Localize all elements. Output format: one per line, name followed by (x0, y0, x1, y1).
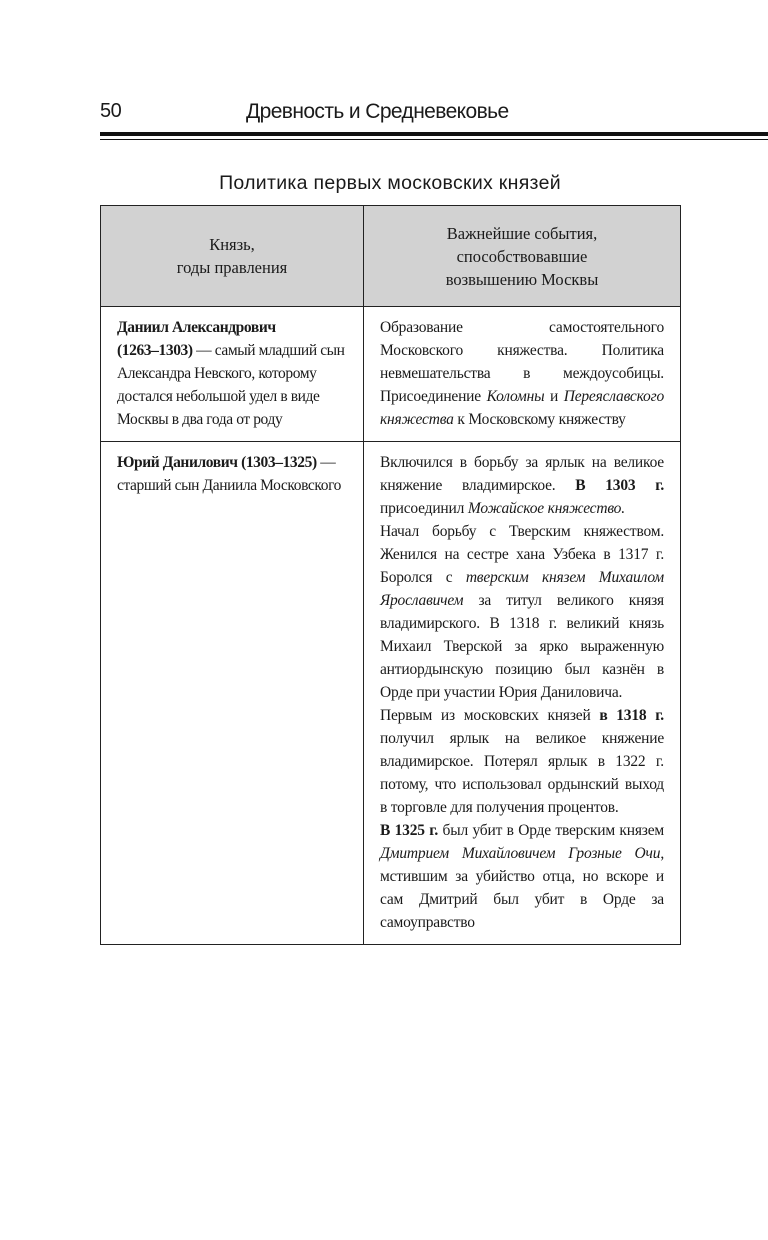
table-title: Политика первых московских князей (219, 172, 561, 194)
events-paragraph: Первым из московских князей в 1318 г. получил ярлык на великое княжение владимирское. Потерял ярлык в 1322 г. потому, что использовал ордынский выход в торговле для получения процентов. (380, 707, 664, 816)
table-row (101, 307, 681, 442)
events-paragraph: Начал борьбу с Тверским княжеством. Женился на сестре хана Узбека в 1317 г. Боролся с тверским князем Михаилом Ярославичем за титул великого князя владимирского. В 1318 г. великий князь Михаил Тверской за ярко выраженную антиордынскую позицию был казнён в Орде при участии Юрия Даниловича. (380, 523, 664, 701)
prince-name: Даниил Александрович (117, 319, 276, 336)
prince-description: — старший сын Даниила Московского (117, 454, 341, 494)
table-row (101, 442, 681, 945)
header-rule-thick (100, 132, 768, 136)
column-header-prince: Князь, годы правления (101, 206, 364, 307)
events-cell (364, 442, 681, 945)
prince-description: — самый младший сын Александра Невского, которому достался небольшой удел в виде Москвы в два года от роду (117, 342, 345, 428)
table-header-row (101, 206, 681, 307)
prince-cell (101, 442, 364, 945)
events-cell (364, 307, 681, 442)
prince-name: Юрий Данилович (117, 454, 238, 471)
prince-cell (101, 307, 364, 442)
page-number: 50 (100, 100, 122, 122)
column-header-events: Важнейшие события, способствовавшие возвышению Москвы (364, 206, 681, 307)
events-paragraph: В 1325 г. был убит в Орде тверским князем Дмитрием Михайловичем Грозные Очи, мстившим за убийство отца, но вскоре и сам Дмитрий был убит в Орде за самоуправство (380, 822, 664, 931)
events-paragraph: Включился в борьбу за ярлык на великое княжение владимирское. В 1303 г. присоединил Можайское княжество. (380, 454, 664, 517)
prince-years: (1263–1303) (117, 342, 193, 359)
prince-years: (1303–1325) (237, 454, 317, 471)
events-paragraph: Образование самостоятельного Московского княжества. Политика невмешательства в междоусобицы. Присоединение Коломны и Переяславского княжества к Московскому княжеству (380, 319, 664, 428)
header-rule-thin (100, 139, 768, 140)
princes-table (100, 205, 681, 945)
running-title: Древность и Средневековье (246, 100, 509, 123)
